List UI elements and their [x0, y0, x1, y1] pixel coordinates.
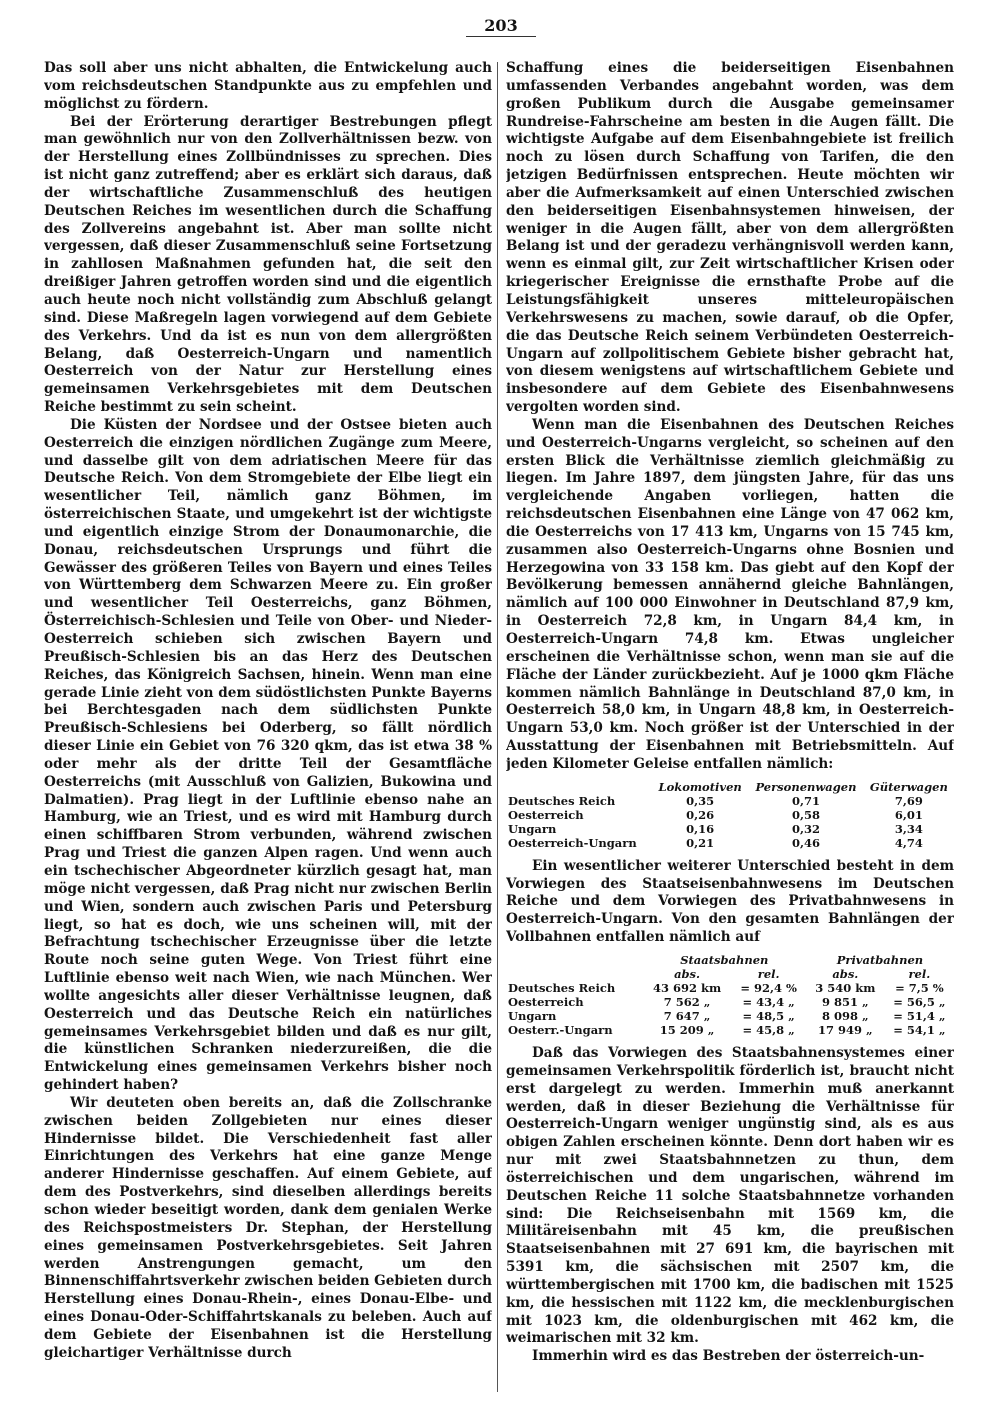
table-header	[506, 780, 652, 794]
paragraph: Die Küsten der Nordsee und der Ostsee bieten auch Oesterreich die einzigen nördlichen Zugänge zum Meere, und dasselbe gilt von dem adriatischen Meere für das Deutsche Reich. Von dem Stromgebiete der Elbe liegt ein wesentlicher Teil, nämlich ganz Böhmen, im österreichischen Staate, und umgekehrt ist der wichtigste und eigentlich einzige Strom der Donaumonarchie, die Donau, reichsdeutschen Ursprungs und führt die Gewässer des größeren Teiles von Bayern und eines Teiles von Württemberg dem Schwarzen Meere zu. Ein großer und wesentlicher Teil Oesterreichs, ganz Böhmen, Österreichisch-Schlesien und Teile von Ober- und Nieder-Oesterreich schieben sich zwischen Bayern und Preußisch-Schlesien bis an das Herz des Deutschen Reiches, das Königreich Sachsen, hinein. Wenn man eine gerade Linie zieht von dem südöstlichsten Punkte Bayerns bei Berchtesgaden nach dem südlichsten Punkte Preußisch-Schlesiens bei Oderberg, so fällt nördlich dieser Linie ein Gebiet von 76 320 qkm, das ist etwa 38 % oder mehr als der dritte Teil der Gesamtfläche Oesterreichs (mit Ausschluß von Galizien, Bukowina und Dalmatien). Prag liegt in der Luftlinie ebenso nahe an Hamburg, wie an Triest, und es wird mit Hamburg durch einen schiffbaren Strom verbunden, während zwischen Prag und Triest die ganzen Alpen ragen. Und wenn auch ein tschechischer Abgeordneter kürzlich gesagt hat, man möge nicht vergessen, daß Prag nicht nur zwischen Berlin und Wien, sondern auch zwischen Paris und Petersburg liegt, so hat es doch, wie uns scheinen will, mit der Befrachtung tschechischer Erzeugnisse über die letzte Route noch seine guten Wege. Von Triest führt eine Luftlinie ebenso weit nach Wien, wie nach München. Wer wollte angesichts aller dieser Verhältnisse leugnen, daß Oesterreich und das Deutsche Reich ein natürliches gemeinsames Verkehrsgebiet bilden und daß es nur gilt, die künstlichen Schranken niederzureißen, die die Entwickelung eines gemeinsamen Verkehrs bisher noch gehindert haben?	[44, 416, 492, 1094]
table-subheader: rel.	[757, 966, 780, 981]
paragraph: Daß das Vorwiegen des Staatsbahnensystemes einer gemeinsamen Verkehrspolitik förderlich ist, braucht nicht erst dargelegt zu werden. Immerhin muß anerkannt werden, daß in dieser Beziehung die Verhältnisse für Oesterreich-Ungarn weniger ungünstig sind, als es aus obigen Zahlen erscheinen könnte. Denn dort haben wir es nur mit zwei Staatsbahnnetzen zu thun, dem österreichischen und dem ungarischen, während im Deutschen Reiche 11 solche Staatsbahnnetze vorhanden sind: Die Reichseisenbahn mit 1569 km, die Militäreisenbahn mit 45 km, die preußischen Staatseisenbahnen mit 27 691 km, die bayrischen mit 5391 km, die sächsischen mit 2507 km, die württembergischen mit 1700 km, die badischen mit 1525 km, die hessischen mit 1122 km, die mecklenburgischen mit 1023 km, die oldenburgischen mit 462 km, die weimarischen mit 32 km.	[506, 1044, 954, 1347]
paragraph: Ein wesentlicher weiterer Unterschied besteht in dem Vorwiegen des Staatseisenbahnwesens im Deutschen Reiche und dem Vorwiegen des Privatbahnwesens in Oesterreich-Ungarn. Von den gesamten Bahnlängen der Vollbahnen entfallen nämlich auf	[506, 857, 954, 946]
table-row: Oesterreich 0,26 0,58 6,01	[508, 807, 923, 822]
paragraph: Wenn man die Eisenbahnen des Deutschen Reiches und Oesterreich-Ungarns vergleicht, so scheinen auf den ersten Blick die Verhältnisse ziemlich gleichmäßig zu liegen. Im Jahre 1897, dem jüngsten Jahre, für das uns vergleichende Angaben vorliegen, hatten die reichsdeutschen Eisenbahnen eine Länge von 47 062 km, die Oesterreichs von 17 413 km, Ungarns von 15 745 km, zusammen also Oesterreich-Ungarns ohne Bosnien und Herzegowina von 33 158 km. Das giebt auf den Kopf der Bevölkerung bemessen annähernd gleiche Bahnlängen, nämlich auf 100 000 Einwohner in Deutschland 87,9 km, in Oesterreich 72,8 km, in Ungarn 84,4 km, in Oesterreich-Ungarn 74,8 km. Etwas ungleicher erscheinen die Verhältnisse schon, wenn man sie auf die Fläche der Länder zurückbezieht. Auf je 1000 qkm Fläche kommen nämlich Bahnlänge in Deutschland 87,0 km, in Oesterreich 58,0 km, in Ungarn 48,8 km, in Oesterreich-Ungarn 53,0 km. Noch größer ist der Unterschied in der Ausstattung der Eisenbahnen mit Betriebsmitteln. Auf jeden Kilometer Geleise entfallen nämlich:	[506, 416, 954, 772]
table-header: Güterwagen	[869, 779, 948, 794]
table-header: Privatbahnen	[836, 952, 924, 967]
table-subheader: abs.	[674, 966, 701, 981]
paragraph: Schaffung eines die beiderseitigen Eisenbahnen umfassenden Verbandes angebahnt worden, was dem großen Publikum durch die Ausgabe gemeinsamer Rundreise-Fahrscheine am besten in die Augen fällt. Die wichtigste Aufgabe auf dem Eisenbahngebiete ist freilich noch zu lösen durch Schaffung von Tarifen, die den jetzigen Bedürfnissen entsprechen. Heute möchten wir aber die Aufmerksamkeit auf einen Unterschied zwischen den beiderseitigen Eisenbahnsystemen hinweisen, der weniger in die Augen fällt, aber von dem allergrößten Belang ist und der geradezu verhängnisvoll werden kann, wenn es einmal gilt, zur Zeit wirtschaftlicher Krisen oder kriegerischer Ereignisse die ernsthafte Probe auf die Leistungsfähigkeit unseres mitteleuropäischen Verkehrswesens zu machen, sowie darauf, ob die Opfer, die das Deutsche Reich seinem Verbündeten Oesterreich-Ungarn auf zollpolitischem Gebiete bisher gebracht hat, von diesem wenigstens auf wirtschaftlichem Gebiete und insbesondere auf dem Gebiete des Eisenbahnwesens vergolten worden sind.	[506, 60, 954, 416]
table-row: Ungarn 7 647 „ = 48,5 „ 8 098 „ = 51,4 „	[508, 1008, 946, 1023]
table-header: Personenwagen	[755, 779, 857, 794]
table-row: Oesterreich-Ungarn 0,21 0,46 4,74	[508, 835, 923, 850]
table-row: Ungarn 0,16 0,32 3,34	[508, 821, 923, 836]
table-row: Deutsches Reich 43 692 km = 92,4 % 3 540 km = 7,5 %	[508, 980, 944, 995]
table-subheader: rel.	[908, 966, 931, 981]
table-row: Oesterr.-Ungarn 15 209 „ = 45,8 „ 17 949 „ = 54,1 „	[508, 1022, 946, 1037]
table-subheader: abs.	[832, 966, 859, 981]
paragraph: Das soll aber uns nicht abhalten, die Entwickelung auch vom reichsdeutschen Standpunkte aus zu empfehlen und möglichst zu fördern.	[44, 60, 492, 112]
column-divider	[497, 62, 498, 1392]
table-header	[506, 953, 643, 967]
paragraph: Immerhin wird es das Bestreben der österreich-un-	[532, 1348, 925, 1365]
table-header: Staatsbahnen	[680, 952, 769, 967]
right-column	[506, 60, 954, 1395]
page-number: 203	[466, 16, 536, 37]
paragraph: Bei der Erörterung derartiger Bestrebungen pflegt man gewöhnlich nur von den Zollverhältnissen bezw. von der Herstellung eines Zollbündnisses zu sprechen. Dies ist nicht ganz zutreffend; aber es erklärt sich daraus, daß der wirtschaftliche Zusammenschluß des heutigen Deutschen Reiches im wesentlichen durch die Schaffung des Zollvereins angebahnt ist. Aber man sollte nicht vergessen, daß dieser Zusammenschluß seine Fortsetzung in zahllosen Maßnahmen gefunden hat, die seit den dreißiger Jahren getroffen worden sind und die eigentlich auch heute noch nicht vollständig zum Abschluß gelangt sind. Diese Maßregeln lagen vorwiegend auf dem Gebiete des Verkehrs. Und da ist es nun von dem allergrößten Belang, daß Oesterreich-Ungarn und namentlich Oesterreich von der Natur zur Herstellung eines gemeinsamen Verkehrsgebietes mit dem Deutschen Reiche bestimmt zu sein scheint.	[44, 113, 492, 416]
table-row: Oesterreich 7 562 „ = 43,4 „ 9 851 „ = 56,5 „	[508, 994, 946, 1009]
paragraph: Wir deuteten oben bereits an, daß die Zollschranke zwischen beiden Zollgebieten nur eines dieser Hindernisse bildet. Die Verschiedenheit fast aller Einrichtungen des Verkehrs hat eine ganze Menge anderer Hindernisse geschaffen. Auf einem Gebiete, auf dem des Postverkehrs, sind dieselben allerdings bereits schon wieder beseitigt worden, dank dem genialen Werke des Reichspostmeisters Dr. Stephan, der Herstellung eines gemeinsamen Postverkehrsgebietes. Seit Jahren werden Anstrengungen gemacht, um den Binnenschiffahrtsverkehr zwischen beiden Gebieten durch Herstellung eines Donau-Rhein-, eines Donau-Elbe- und eines Donau-Oder-Schiffahrtskanals zu beleben. Auch auf dem Gebiete der Eisenbahnen ist die Herstellung gleichartiger Verhältnisse durch	[44, 1094, 492, 1361]
left-column	[44, 60, 492, 1395]
table-row: Deutsches Reich 0,35 0,71 7,69	[508, 793, 923, 808]
rolling-stock-table	[506, 780, 954, 850]
railway-ownership-table	[506, 953, 954, 1037]
table-subheader	[506, 967, 643, 981]
table-header: Lokomotiven	[658, 779, 742, 794]
